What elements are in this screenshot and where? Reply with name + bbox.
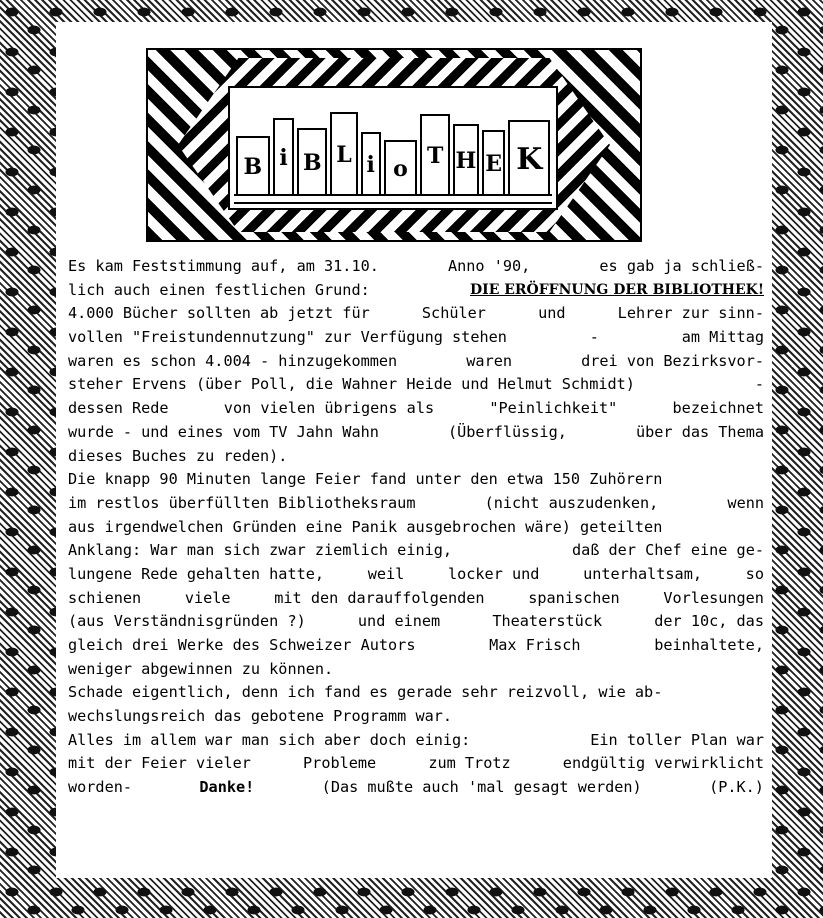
text-segment: der 10c, das (654, 612, 764, 631)
text-segment: im restlos überfüllten Bibliotheksraum (68, 493, 416, 512)
text-segment: weil (367, 564, 405, 583)
text-line (68, 776, 764, 800)
text-segment: (nicht auszudenken, (484, 493, 659, 512)
text-line (68, 516, 764, 540)
text-segment: Anklang: War man sich zwar ziemlich einig, (68, 541, 453, 560)
text-segment: bezeichnet (672, 399, 764, 418)
text-line (68, 587, 764, 611)
text-segment: unterhaltsam, (583, 564, 702, 583)
text-segment: und einem (357, 612, 441, 631)
text-segment: mit den darauffolgenden (274, 588, 485, 607)
book-spine-1: B (236, 136, 270, 198)
text-segment: 4.000 Bücher sollten ab jetzt für (68, 304, 370, 323)
text-line (68, 279, 764, 303)
text-segment: dieses Buches zu reden). (68, 446, 288, 465)
text-segment: gleich drei Werke des Schweizer Autors (68, 636, 416, 654)
text-segment: worden- (68, 778, 133, 797)
text-segment: waren (466, 351, 512, 370)
text-line (68, 421, 764, 445)
text-segment: lungene Rede gehalten hatte, (68, 564, 325, 583)
text-segment: vollen "Freistundennutzung" zur Verfügung stehen (68, 328, 507, 347)
text-segment: mit der Feier vieler (68, 754, 251, 773)
text-segment: (P.K.) (709, 778, 764, 797)
text-segment: von vielen übrigens als (223, 399, 435, 418)
text-line (68, 445, 764, 469)
text-segment: Theaterstück (492, 612, 603, 631)
text-line (68, 563, 764, 587)
text-segment: so (745, 564, 764, 583)
text-segment: Ein toller Plan war (590, 730, 764, 749)
text-segment: Vorlesungen (663, 588, 764, 607)
book-spine-7: T (420, 114, 450, 198)
text-segment: viele (184, 588, 231, 607)
text-segment: Probleme (303, 754, 377, 773)
text-segment: (aus Verständnisgründen ?) (68, 612, 306, 631)
text-segment: beinhaltete, (654, 636, 764, 654)
text-line (68, 539, 764, 563)
text-segment: locker und (447, 564, 540, 583)
text-segment: wenn (727, 493, 764, 512)
text-segment: Schüler (421, 304, 486, 323)
article-text (68, 255, 764, 800)
banner-logo-panel (228, 86, 558, 210)
text-segment: "Peinlichkeit" (489, 399, 618, 418)
text-line (68, 634, 764, 658)
text-segment: Es kam Feststimmung auf, am 31.10. (68, 257, 379, 275)
text-segment: dessen Rede (68, 399, 169, 418)
book-spine-6: o (384, 140, 418, 198)
book-spine-2: i (273, 118, 295, 198)
text-segment: wurde - und eines vom TV Jahn Wahn (68, 422, 379, 441)
text-line (68, 610, 764, 634)
text-segment: Lehrer zur sinn- (617, 304, 764, 323)
text-segment: Schade eigentlich, denn ich fand es gerade sehr reizvoll, wie ab- (68, 683, 663, 702)
book-spine-3: B (297, 128, 327, 198)
text-segment: am Mittag (681, 328, 764, 347)
book-shelf (236, 108, 550, 198)
text-segment: Anno '90, (448, 257, 531, 275)
text-line (68, 302, 764, 326)
text-segment: DIE ERÖFFNUNG DER BIBLIOTHEK! (470, 281, 764, 298)
bibliothek-banner (146, 48, 642, 242)
text-segment: über das Thema (635, 422, 764, 441)
text-segment: (Das mußte auch 'mal gesagt werden) (321, 778, 642, 797)
text-segment: Alles im allem war man sich aber doch einig: (68, 730, 471, 749)
text-segment: endgültig verwirklicht (562, 754, 764, 773)
text-line (68, 373, 764, 397)
text-segment: spanischen (528, 588, 620, 607)
text-segment: und (538, 304, 566, 323)
book-spine-4: L (330, 112, 358, 198)
text-line (68, 397, 764, 421)
text-line (68, 492, 764, 516)
text-line (68, 468, 764, 492)
text-line (68, 681, 764, 705)
text-segment: aus irgendwelchen Gründen eine Panik ausgebrochen wäre) geteilten (68, 517, 663, 536)
text-line (68, 752, 764, 776)
book-spine-10: K (508, 120, 550, 198)
book-spine-9: E (482, 130, 506, 198)
text-segment: - (754, 375, 764, 394)
text-line (68, 255, 764, 279)
book-spine-8: H (453, 124, 479, 198)
text-line (68, 326, 764, 350)
text-segment: (Überflüssig, (448, 422, 567, 441)
text-segment: Danke! (199, 778, 255, 797)
text-segment: drei von Bezirksvor- (581, 351, 764, 370)
text-segment: wechslungsreich das gebotene Programm war. (68, 707, 453, 726)
text-segment: - (589, 328, 599, 347)
text-segment: lich auch einen festlichen Grund: (68, 280, 370, 299)
text-segment: weniger abgewinnen zu können. (68, 659, 334, 678)
text-segment: Max Frisch (489, 636, 581, 654)
text-line (68, 705, 764, 729)
text-segment: daß der Chef eine ge- (571, 541, 764, 560)
text-line (68, 350, 764, 374)
text-segment: waren es schon 4.004 - hinzugekommen (68, 351, 398, 370)
text-segment: es gab ja schließ- (599, 257, 764, 275)
text-line (68, 729, 764, 753)
text-line (68, 658, 764, 682)
text-segment: Die knapp 90 Minuten lange Feier fand unter den etwa 150 Zuhörern (68, 470, 663, 489)
text-segment: steher Ervens (über Poll, die Wahner Heide und Helmut Schmidt) (68, 375, 635, 394)
text-segment: zum Trotz (428, 754, 511, 773)
text-segment: schienen (68, 588, 142, 607)
book-spine-5: i (361, 132, 381, 198)
shelf-base (234, 194, 552, 204)
